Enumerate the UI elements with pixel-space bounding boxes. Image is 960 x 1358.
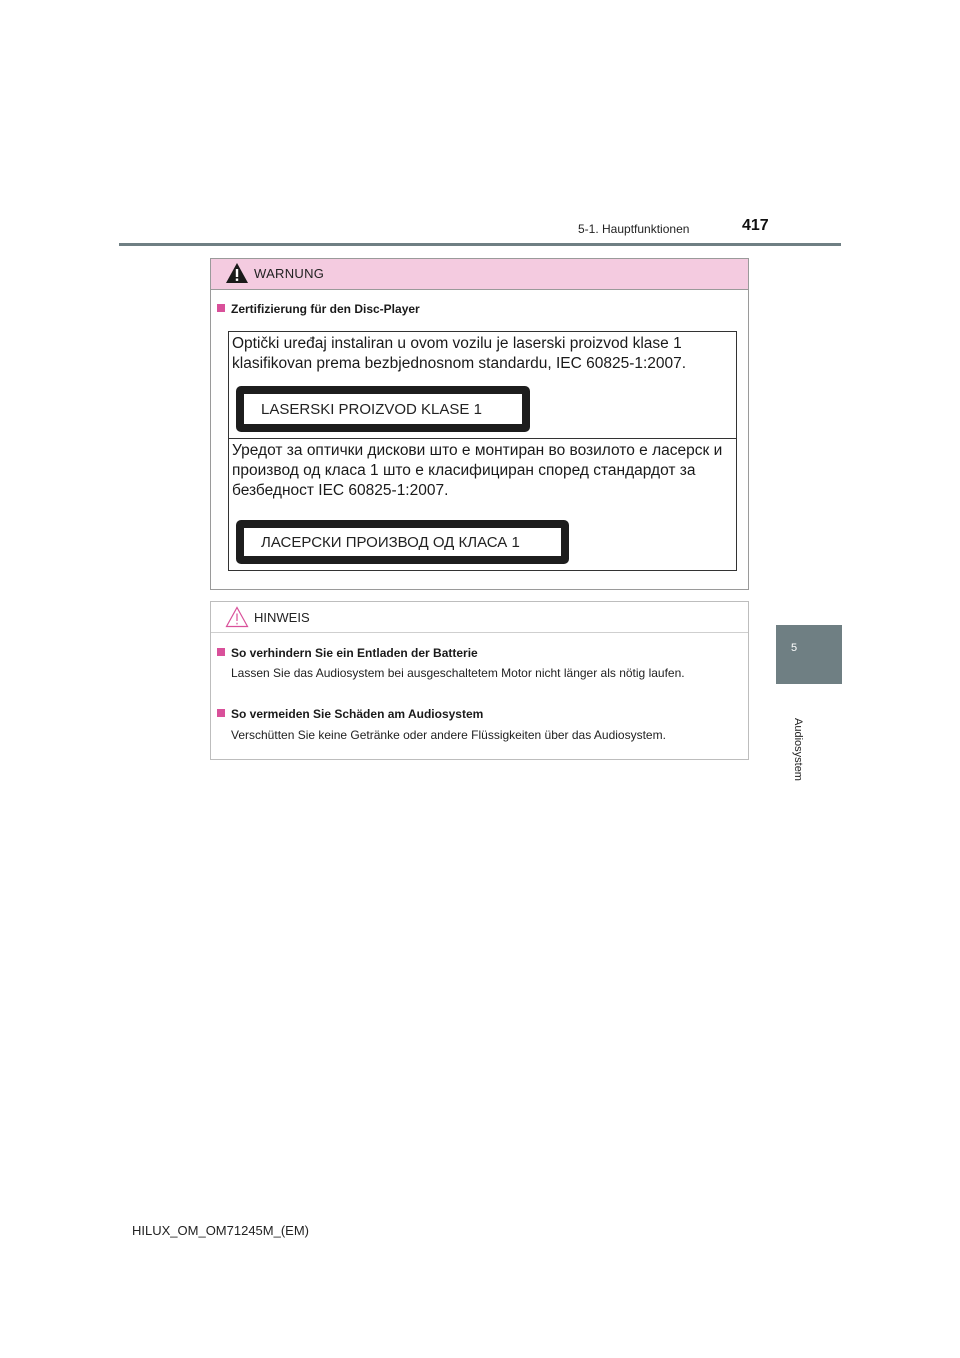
laser-badge-macedonian — [236, 520, 569, 564]
footer-doc-code: HILUX_OM_OM71245M_(EM) — [132, 1223, 309, 1238]
warning-subheading-text: Zertifizierung für den Disc-Player — [231, 302, 420, 316]
laser-label-box — [228, 331, 737, 571]
chapter-number: 5 — [791, 642, 798, 654]
header-rule — [119, 243, 841, 246]
bullet-square-icon — [217, 709, 225, 717]
bullet-square-icon — [217, 648, 225, 656]
note-item-body: Lassen Sie das Audiosystem bei ausgeschaltetem Motor nicht länger als nötig laufen. — [231, 666, 685, 680]
warning-triangle-icon — [225, 262, 249, 284]
note-title: HINWEIS — [254, 610, 310, 625]
laser-badge-macedonian-text: ЛАСЕРСКИ ПРОИЗВОД ОД КЛАСА 1 — [261, 533, 520, 551]
note-header — [211, 602, 748, 633]
label-text-macedonian: Уредот за оптички дискови што е монтиран во возилото е ласерск и производ од класа 1 што е класифициран според стандардот за безбедност IEC 60825-1:2007. — [232, 442, 723, 499]
warning-title: WARNUNG — [254, 266, 325, 281]
label-divider — [229, 438, 736, 439]
laser-badge-serbian — [236, 386, 530, 432]
label-text-serbian: Optički uređaj instaliran u ovom vozilu je laserski proizvod klase 1 klasifikovan prema bezbjednosnom standardu, IEC 60825-1:2007. — [232, 335, 687, 372]
warning-subheading — [217, 302, 420, 316]
note-item-title — [217, 707, 483, 721]
caution-triangle-icon — [225, 606, 249, 628]
bullet-square-icon — [217, 304, 225, 312]
note-item-title-text: So verhindern Sie ein Entladen der Batterie — [231, 646, 478, 660]
note-item-title — [217, 646, 478, 660]
warning-header — [211, 259, 748, 290]
chapter-label: Audiosystem — [792, 718, 804, 781]
laser-badge-serbian-text: LASERSKI PROIZVOD KLASE 1 — [261, 400, 482, 418]
note-box — [210, 601, 749, 760]
section-title: 5-1. Hauptfunktionen — [578, 222, 690, 236]
page-number: 417 — [742, 217, 769, 234]
note-item-body: Verschütten Sie keine Getränke oder andere Flüssigkeiten über das Audiosystem. — [231, 728, 666, 742]
chapter-tab — [776, 625, 842, 684]
note-item-title-text: So vermeiden Sie Schäden am Audiosystem — [231, 707, 484, 721]
warning-box — [210, 258, 749, 590]
